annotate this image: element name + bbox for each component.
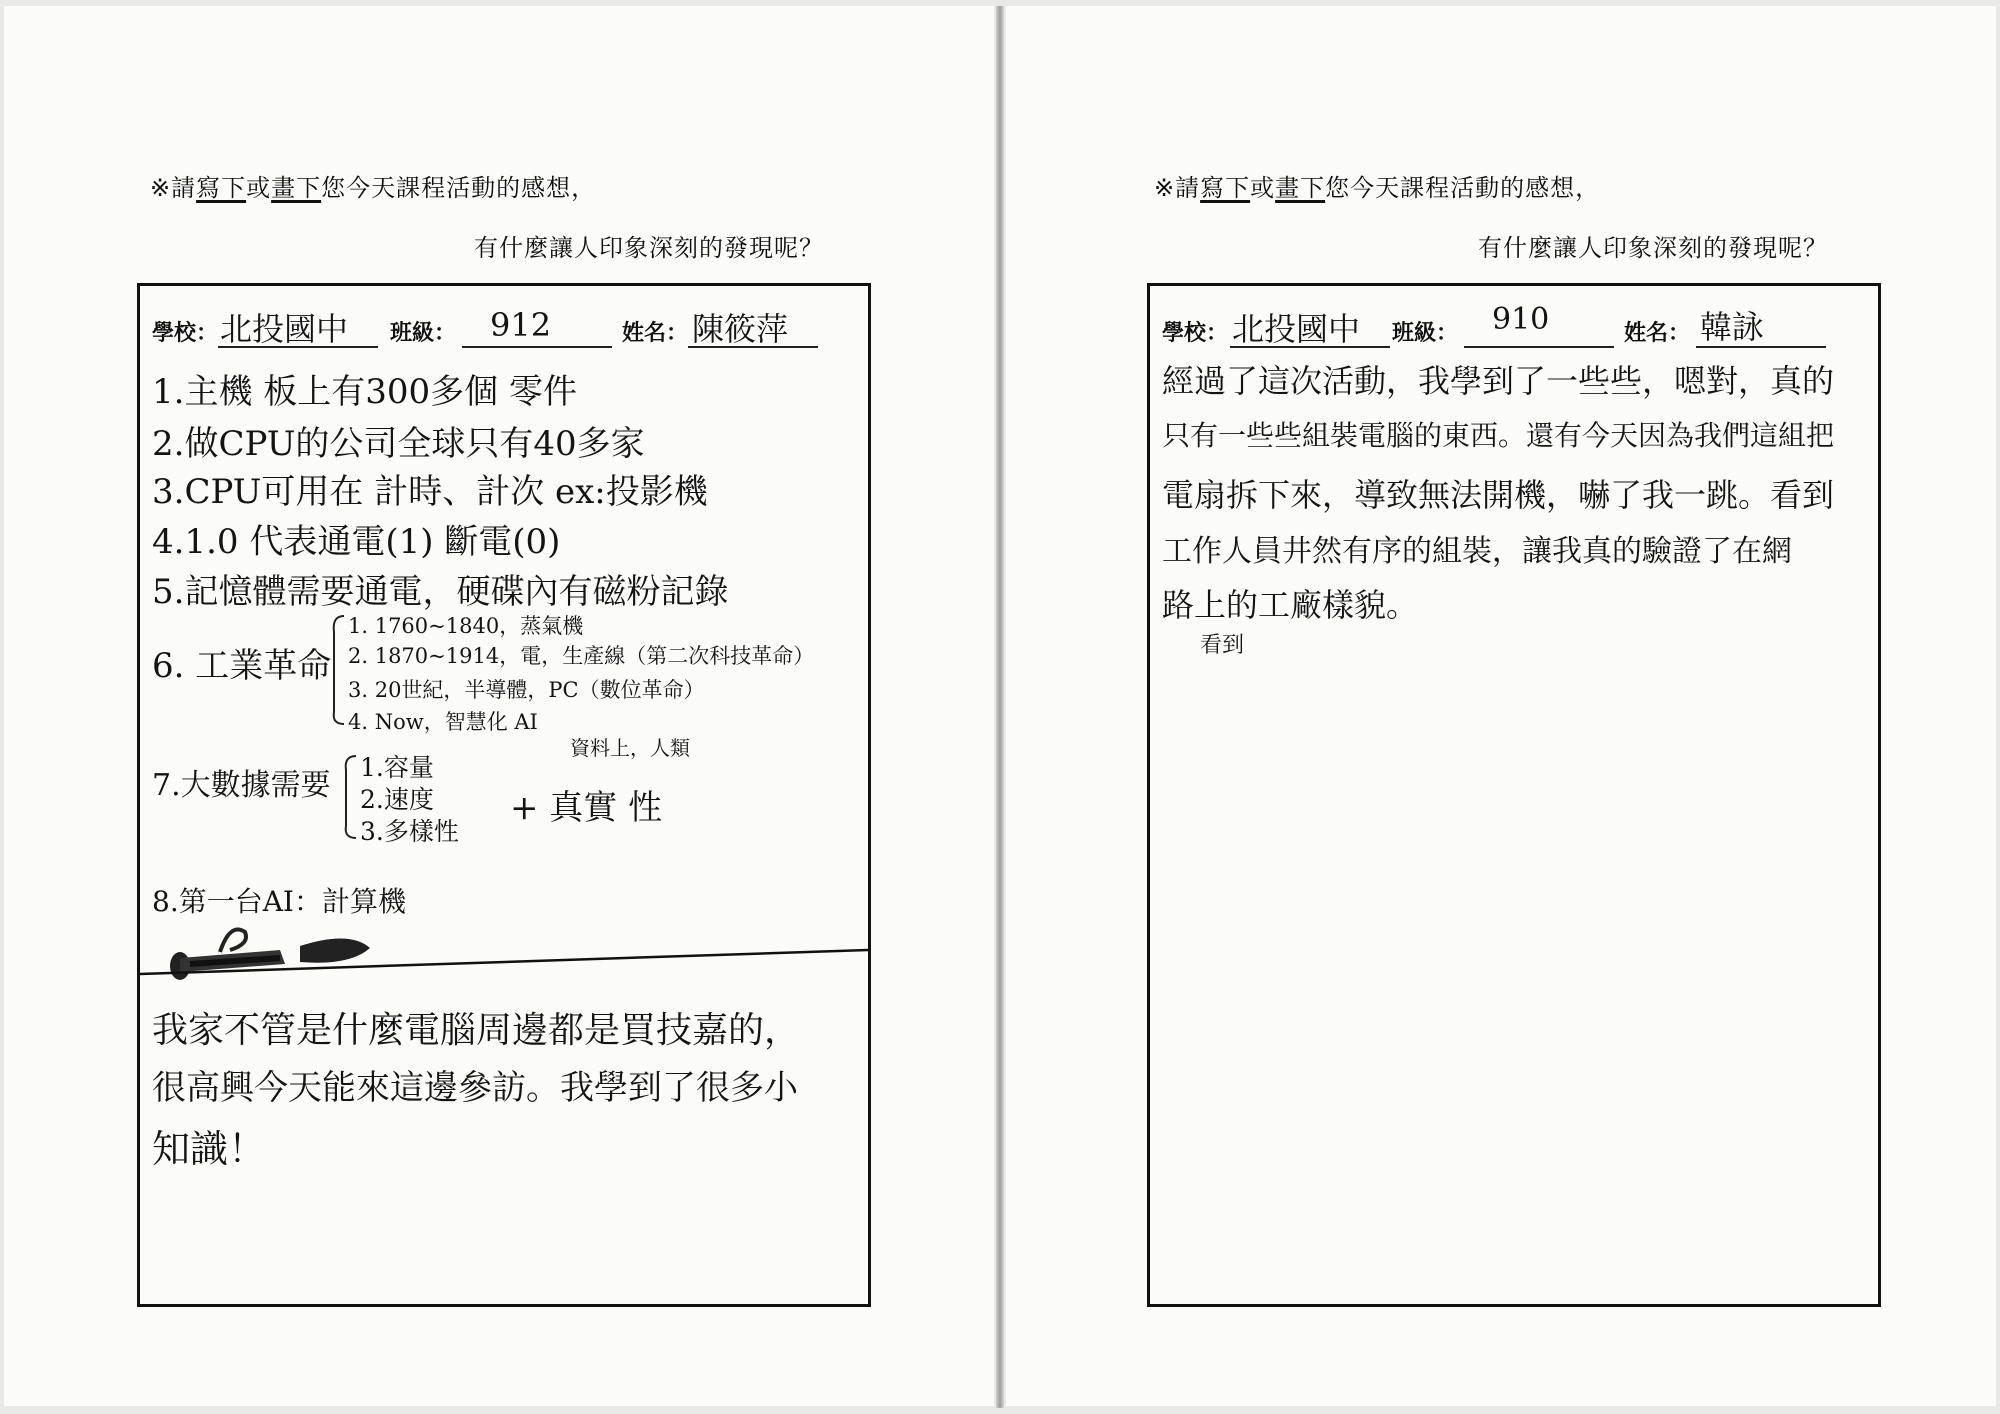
industrial-brace [328,612,348,728]
industrial-item-2: 2. 1870~1914，電，生產線（第二次科技革命） [348,644,815,668]
prompt-prefix: ※請 [150,174,197,202]
text-line-4: 工作人員井然有序的組裝，讓我真的驗證了在網 [1162,534,1792,569]
note-1: 1.主機 板上有300多個 零件 [152,372,577,412]
prompt-line-1 [1154,168,1600,203]
school-value: 北投國中 [220,310,349,348]
prompt-draw: 畫下 [271,174,322,202]
industrial-label: 6. 工業革命 [152,646,332,686]
school-value: 北投國中 [1232,310,1361,348]
class-value: 912 [490,306,552,344]
name-underline [688,346,818,348]
class-label: 班級： [1392,321,1459,346]
prompt-or: 或 [1250,174,1276,202]
prompt-draw: 畫下 [1275,174,1326,202]
prompt-write: 寫下 [1200,174,1251,202]
text-line-1: 經過了這次活動，我學到了一些些，嗯對，真的 [1162,362,1835,400]
answer-box [137,283,871,1307]
name-value: 韓詠 [1700,308,1765,346]
note-2: 2.做CPU的公司全球只有40多家 [152,424,645,464]
insert-mark: 看到 [1200,633,1245,658]
industrial-item-3: 3. 20世紀，半導體，PC（數位革命） [348,678,705,702]
reflection-line-3: 知識！ [152,1127,267,1171]
bigdata-plus: + 真實 性 [510,788,663,828]
text-line-3: 電扇拆下來，導致無法開機，嚇了我一跳。看到 [1162,476,1835,514]
section-divider [140,946,868,976]
industrial-item-1: 1. 1760~1840，蒸氣機 [348,614,584,638]
first-ai-note: 8.第一台AI：計算機 [152,885,406,918]
feedback-sheet-right [1006,6,1996,1406]
prompt-or: 或 [246,174,272,202]
industrial-note: 資料上，人類 [570,736,690,760]
prompt-line-2: 有什麼讓人印象深刻的發現呢？ [1478,234,1828,262]
class-underline [1464,346,1614,348]
bigdata-label: 7.大數據需要 [152,768,331,803]
industrial-item-4: 4. Now，智慧化 AI [348,710,538,734]
class-underline [462,346,612,348]
school-underline [218,346,378,348]
note-3: 3.CPU可用在 計時、計次 ex:投影機 [152,472,708,512]
name-value: 陳筱萍 [692,310,789,348]
name-underline [1696,346,1826,348]
reflection-line-2: 很高興今天能來這邊參訪。我學到了很多小 [152,1068,798,1108]
prompt-rest: 您今天課程活動的感想， [1325,174,1601,202]
prompt-line-1 [150,168,596,203]
sheet-fold [996,6,1004,1408]
text-line-5: 路上的工廠樣貌。 [1162,586,1419,624]
name-label: 姓名： [622,321,689,346]
bigdata-item-2: 2.速度 [360,785,434,814]
prompt-line-2: 有什麼讓人印象深刻的發現呢？ [474,234,824,262]
school-label: 學校： [1162,321,1229,346]
answer-box [1147,283,1881,1307]
bigdata-item-3: 3.多樣性 [360,817,459,846]
prompt-prefix: ※請 [1154,174,1201,202]
prompt-write: 寫下 [196,174,247,202]
note-5: 5.記憶體需要通電，硬碟內有磁粉記錄 [152,572,729,612]
name-label: 姓名： [1624,321,1691,346]
bigdata-brace [340,752,360,842]
prompt-rest: 您今天課程活動的感想， [321,174,597,202]
class-value: 910 [1492,302,1550,337]
feedback-sheet-left [4,6,994,1406]
note-4: 4.1.0 代表通電(1) 斷電(0) [152,522,561,562]
class-label: 班級： [390,321,457,346]
reflection-line-1: 我家不管是什麼電腦周邊都是買技嘉的， [152,1010,801,1051]
bigdata-item-1: 1.容量 [360,753,434,782]
school-label: 學校： [152,321,219,346]
school-underline [1230,346,1390,348]
text-line-2: 只有一些些組裝電腦的東西。還有今天因為我們這組把 [1162,419,1835,452]
